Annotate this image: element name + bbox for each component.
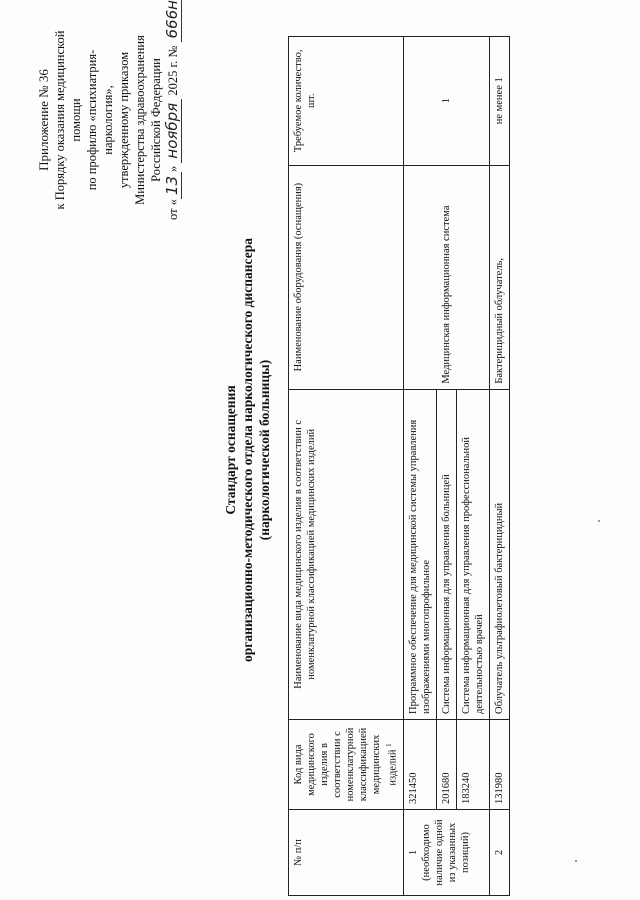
- order-month: ноября: [163, 99, 182, 163]
- header-code: [289, 719, 404, 809]
- name-cell: Облучатель ультрафиолетовый бактерицидный: [489, 389, 509, 719]
- scan-speck: [575, 860, 577, 862]
- appendix-number: Приложение № 36: [36, 69, 51, 171]
- row-num: 1: [407, 849, 419, 856]
- header-name: Наименование вида медицинского изделия в соответствии с номенклатурной классификацией медицинских изделий: [289, 389, 404, 719]
- row-num-note: (необходимо наличие одной из указанных позиций): [420, 819, 471, 886]
- header-line: по профилю «психиатрия-наркология»,: [85, 49, 115, 191]
- name-cell: Программное обеспечение для медицинской системы управления изображениями многопрофильное: [403, 389, 436, 719]
- order-mid: »: [166, 165, 180, 172]
- header-equipment: Наименование оборудования (оснащения): [289, 165, 404, 389]
- code-cell: 201680: [436, 719, 456, 809]
- equipment-cell: Медицинская информационная система: [403, 165, 489, 389]
- order-prefix: от «: [166, 199, 180, 220]
- equipment-table: [288, 36, 510, 896]
- equipment-cell: Бактерицидный облучатель,: [489, 165, 509, 389]
- code-cell: 131980: [489, 719, 509, 809]
- qty-cell: не менее 1: [489, 37, 509, 166]
- header-code-text: Код вида медицинского изделия в соответствии с номенклатурной классификацией медицинских изделий: [293, 727, 399, 802]
- order-day: 13: [163, 172, 182, 199]
- header-line: Российской Федерации: [149, 58, 163, 182]
- table-header-row: [289, 37, 404, 896]
- scan-speck: [598, 520, 600, 522]
- order-date-line: [163, 0, 181, 220]
- header-qty: Требуемое количество, шт.: [289, 37, 404, 166]
- name-cell: Система информационная для управления профессиональной деятельностью врачей: [456, 389, 489, 719]
- code-cell: 183240: [456, 719, 489, 809]
- header-line: Министерства здравоохранения: [133, 35, 147, 205]
- header-num: № п/п: [289, 809, 404, 895]
- title-line-3: (наркологической больницы): [257, 359, 272, 541]
- footnote-mark: 1: [385, 743, 393, 747]
- title-line-1: Стандарт оснащения: [223, 385, 238, 515]
- header-line: утвержденному приказом: [117, 51, 131, 189]
- table-row: [403, 37, 436, 896]
- order-year: 2025 г. №: [166, 45, 180, 96]
- qty-cell: 1: [403, 37, 489, 166]
- code-cell: 321450: [403, 719, 436, 809]
- title-line-2: организационно-методического отдела наркологического диспансера: [240, 238, 255, 662]
- row-num-cell: [403, 809, 489, 895]
- table-row: [489, 37, 509, 896]
- appendix-header: [36, 0, 181, 220]
- row-num-cell: 2: [489, 809, 509, 895]
- order-number: 666н: [163, 0, 182, 43]
- name-cell: Система информационная для управления больницей: [436, 389, 456, 719]
- header-line: к Порядку оказания медицинской помощи: [53, 30, 83, 210]
- document-title: [222, 70, 273, 830]
